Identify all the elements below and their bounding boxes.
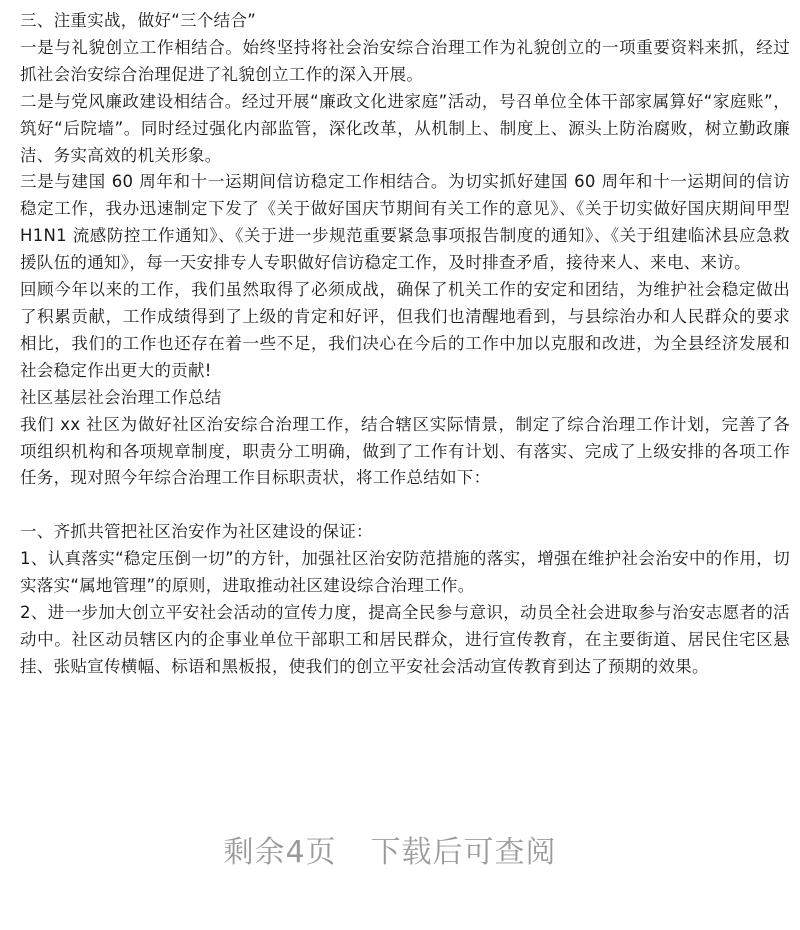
section-heading-security: 一、齐抓共管把社区治安作为社区建设的保证：	[20, 522, 373, 542]
paragraph-petition-stability: 三是与建国 60 周年和十一运期间信访稳定工作相结合。为切实抓好建国 60 周年和十一运期间的信访稳定工作，我办迅速制定下发了《关于做好国庆节期间有关工作的意见》、《关于切实做好国庆期间甲型 H1N1 流感防控工作通知》、《关于进一步规范重要紧急事项报告制度的通知》、《关于组建临沭县应急救援队伍的通知》，每一天安排专人专职做好信访稳定工作，及时排查矛盾，接待来人、来电、来访。	[20, 172, 790, 273]
list-item-2: 2、进一步加大创立平安社会活动的宣传力度，提高全民参与意识，动员全社会进取参与治安志愿者的活动中。社区动员辖区内的企事业单位干部职工和居民群众，进行宣传教育，在主要街道、居民住宅区悬挂、张贴宣传横幅、标语和黑板报，使我们的创立平安社会活动宣传教育到达了预期的效果。	[20, 602, 790, 676]
section-heading-three-combinations: 三、注重实战，做好“三个结合”	[20, 11, 257, 30]
document-subtitle: 社区基层社会治理工作总结	[20, 387, 222, 407]
list-item-1: 1、认真落实“稳定压倒一切”的方针，加强社区治安防范措施的落实，增强在维护社会治安中的作用，切实落实“属地管理”的原则，进取推动社区建设综合治理工作。	[20, 549, 790, 596]
download-hint-label: 下载后可查阅	[370, 835, 557, 870]
remaining-pages-label: 剩余4页	[223, 835, 337, 870]
paragraph-community-intro: 我们 xx 社区为做好社区治安综合治理工作，结合辖区实际情景，制定了综合治理工作计划，完善了各项组织机构和各项规章制度，职责分工明确，做到了工作有计划、有落实、完成了上级安排的各项工作任务，现对照今年综合治理工作目标职责状，将工作总结如下：	[20, 414, 790, 488]
download-prompt[interactable]	[0, 833, 780, 873]
paragraph-integrity-building: 二是与党风廉政建设相结合。经过开展“廉政文化进家庭”活动，号召单位全体干部家属算好“家庭账”，筑好“后院墙”。同时经过强化内部监管，深化改革，从机制上、制度上、源头上防治腐败，树立勤政廉洁、务实高效的机关形象。	[20, 91, 790, 165]
paragraph-review: 回顾今年以来的工作，我们虽然取得了必须成战，确保了机关工作的安定和团结，为维护社会稳定做出了积累贡献，工作成绩得到了上级的肯定和好评，但我们也清醒地看到，与县综治办和人民群众的要求相比，我们的工作也还存在着一些不足，我们决心在今后的工作中加以克服和改进，为全县经济发展和社会稳定作出更大的贡献!	[20, 280, 790, 380]
document-body	[20, 8, 790, 681]
paragraph-civility-campaign: 一是与礼貌创立工作相结合。始终坚持将社会治安综合治理工作为礼貌创立的一项重要资料来抓，经过抓社会治安综合治理促进了礼貌创立工作的深入开展。	[20, 37, 790, 84]
blank-line	[20, 492, 790, 519]
